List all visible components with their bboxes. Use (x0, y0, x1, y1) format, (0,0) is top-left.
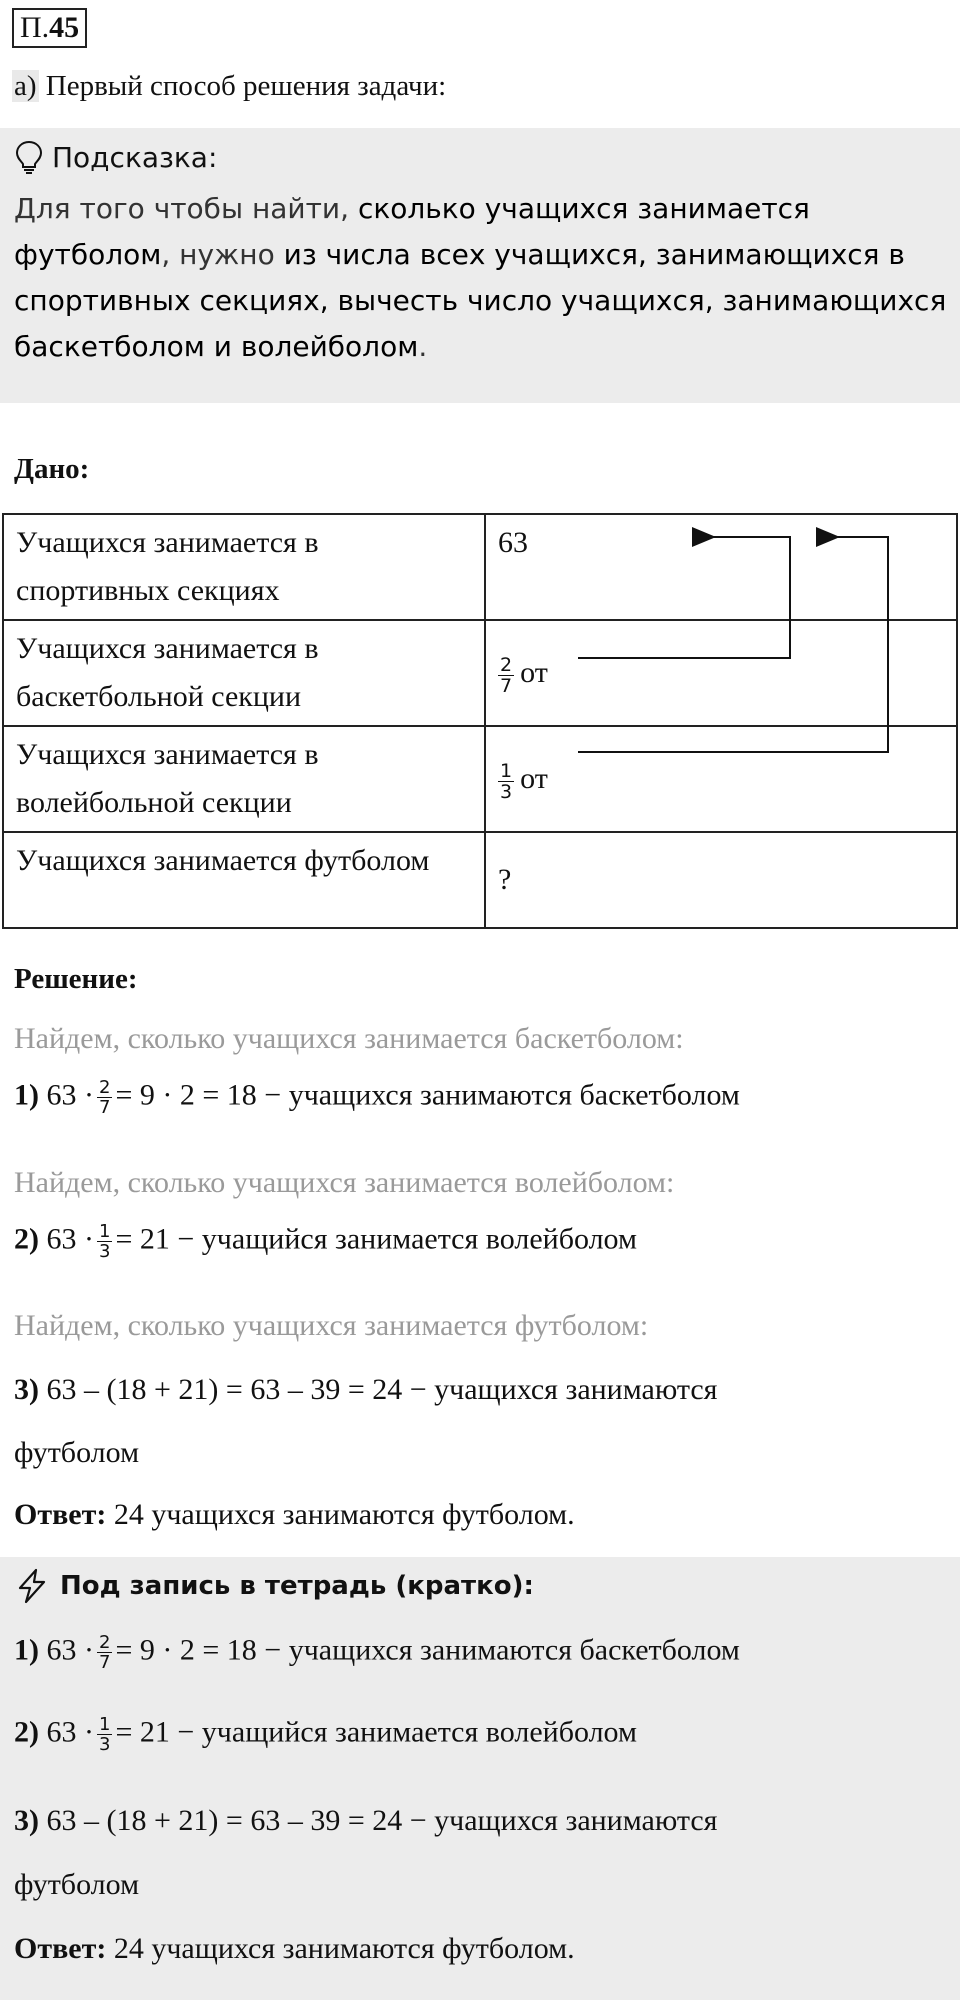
fraction-numerator: 2 (99, 1077, 111, 1098)
lightning-icon (14, 1568, 50, 1604)
fraction-numerator: 1 (500, 759, 513, 782)
step1-fraction (97, 1078, 112, 1117)
given-unknown-value: ? (498, 863, 512, 896)
given-of-basketball: от (520, 656, 548, 689)
notebook-title (14, 1568, 534, 1604)
fraction-denominator: 3 (500, 780, 513, 803)
exercise-prefix: П. (20, 11, 50, 44)
fraction-numerator: 2 (99, 1632, 111, 1653)
given-total-value: 63 (498, 526, 528, 559)
notebook-step3-part-a: 63 – (18 + 21) = 63 – 39 = 24 − учащихся занимаются (46, 1804, 718, 1837)
notebook-step2-line (14, 1715, 637, 1754)
step3-hint: Найдем, сколько учащихся занимается футболом: (14, 1309, 649, 1342)
hint-text-part-3: , нужно (161, 238, 284, 271)
fraction-numerator: 1 (99, 1714, 111, 1735)
given-title: Дано: (14, 453, 90, 485)
given-of-volleyball: от (520, 762, 548, 795)
fraction-denominator: 7 (99, 1097, 111, 1118)
hint-text-part-1: Для того чтобы найти, (14, 192, 358, 225)
step2-part-b: = 21 − учащийся занимается волейболом (115, 1222, 637, 1256)
hint-text-part-5: . (418, 330, 428, 363)
step3-line (14, 1373, 717, 1407)
fraction-denominator: 7 (99, 1652, 111, 1673)
given-label-total: Учащихся занимается в спортивных секциях (3, 514, 485, 620)
notebook-step2-number: 2) (14, 1715, 39, 1749)
exercise-number-value: 45 (49, 11, 80, 44)
notebook-step3-number: 3) (14, 1804, 39, 1837)
notebook-step3-line (14, 1804, 717, 1838)
step2-line (14, 1222, 637, 1261)
arrow-volleyball (578, 537, 888, 752)
hint-text-part-2: сколько учащихся занимается футболом (14, 192, 810, 271)
notebook-step1-fraction (97, 1633, 112, 1672)
step1-part-b: = 9 · 2 = 18 − учащихся занимаются баскетболом (115, 1078, 740, 1112)
notebook-step2-part-b: = 21 − учащийся занимается волейболом (115, 1715, 637, 1749)
step3-line-cont: футболом (14, 1436, 140, 1469)
notebook-title-text: Под запись в тетрадь (кратко): (60, 1571, 534, 1601)
notebook-answer-text: 24 учащихся занимаются футболом. (113, 1932, 575, 1965)
answer-line (14, 1498, 575, 1532)
notebook-step1-number: 1) (14, 1633, 39, 1667)
notebook-step2-fraction (97, 1715, 112, 1754)
fraction-numerator: 1 (99, 1221, 111, 1242)
notebook-answer-line (14, 1932, 575, 1966)
answer-label: Ответ: (14, 1498, 107, 1531)
fraction-denominator: 7 (500, 674, 513, 697)
notebook-answer-label: Ответ: (14, 1932, 107, 1965)
step1-part-a: 63 · (46, 1078, 94, 1112)
hint-text-part-4: из числа всех учащихся, занимающихся в спортивных секциях, вычесть число учащихся, занимающихся баскетболом и волейболом (14, 238, 947, 363)
notebook-step1-part-a: 63 · (46, 1633, 94, 1667)
given-label-volleyball: Учащихся занимается в волейбольной секции (3, 726, 485, 832)
notebook-step2-part-a: 63 · (46, 1715, 94, 1749)
part-title: Первый способ решения задачи: (45, 70, 447, 102)
fraction-numerator: 2 (500, 653, 513, 676)
step2-hint: Найдем, сколько учащихся занимается волейболом: (14, 1166, 675, 1199)
solution-title: Решение: (14, 963, 138, 995)
hint-title-text: Подсказка: (52, 140, 218, 174)
notebook-step1-part-b: = 9 · 2 = 18 − учащихся занимаются баскетболом (115, 1633, 740, 1667)
part-letter: а) (14, 70, 37, 102)
step1-hint: Найдем, сколько учащихся занимается баскетболом: (14, 1022, 684, 1055)
step3-part-a: 63 – (18 + 21) = 63 – 39 = 24 − учащихся занимаются (46, 1373, 718, 1406)
step2-number: 2) (14, 1222, 39, 1256)
answer-text: 24 учащихся занимаются футболом. (113, 1498, 575, 1531)
given-label-football: Учащихся занимается футболом (3, 832, 485, 928)
step1-number: 1) (14, 1078, 39, 1112)
step1-line (14, 1078, 740, 1117)
step3-number: 3) (14, 1373, 39, 1406)
notebook-step3-line-cont: футболом (14, 1868, 140, 1901)
step2-part-a: 63 · (46, 1222, 94, 1256)
reference-arrows (0, 0, 960, 900)
arrow-basketball (578, 537, 790, 658)
fraction-denominator: 3 (99, 1734, 111, 1755)
given-label-basketball: Учащихся занимается в баскетбольной секции (3, 620, 485, 726)
notebook-step1-line (14, 1633, 740, 1672)
fraction-denominator: 3 (99, 1241, 111, 1262)
step2-fraction (97, 1222, 112, 1261)
